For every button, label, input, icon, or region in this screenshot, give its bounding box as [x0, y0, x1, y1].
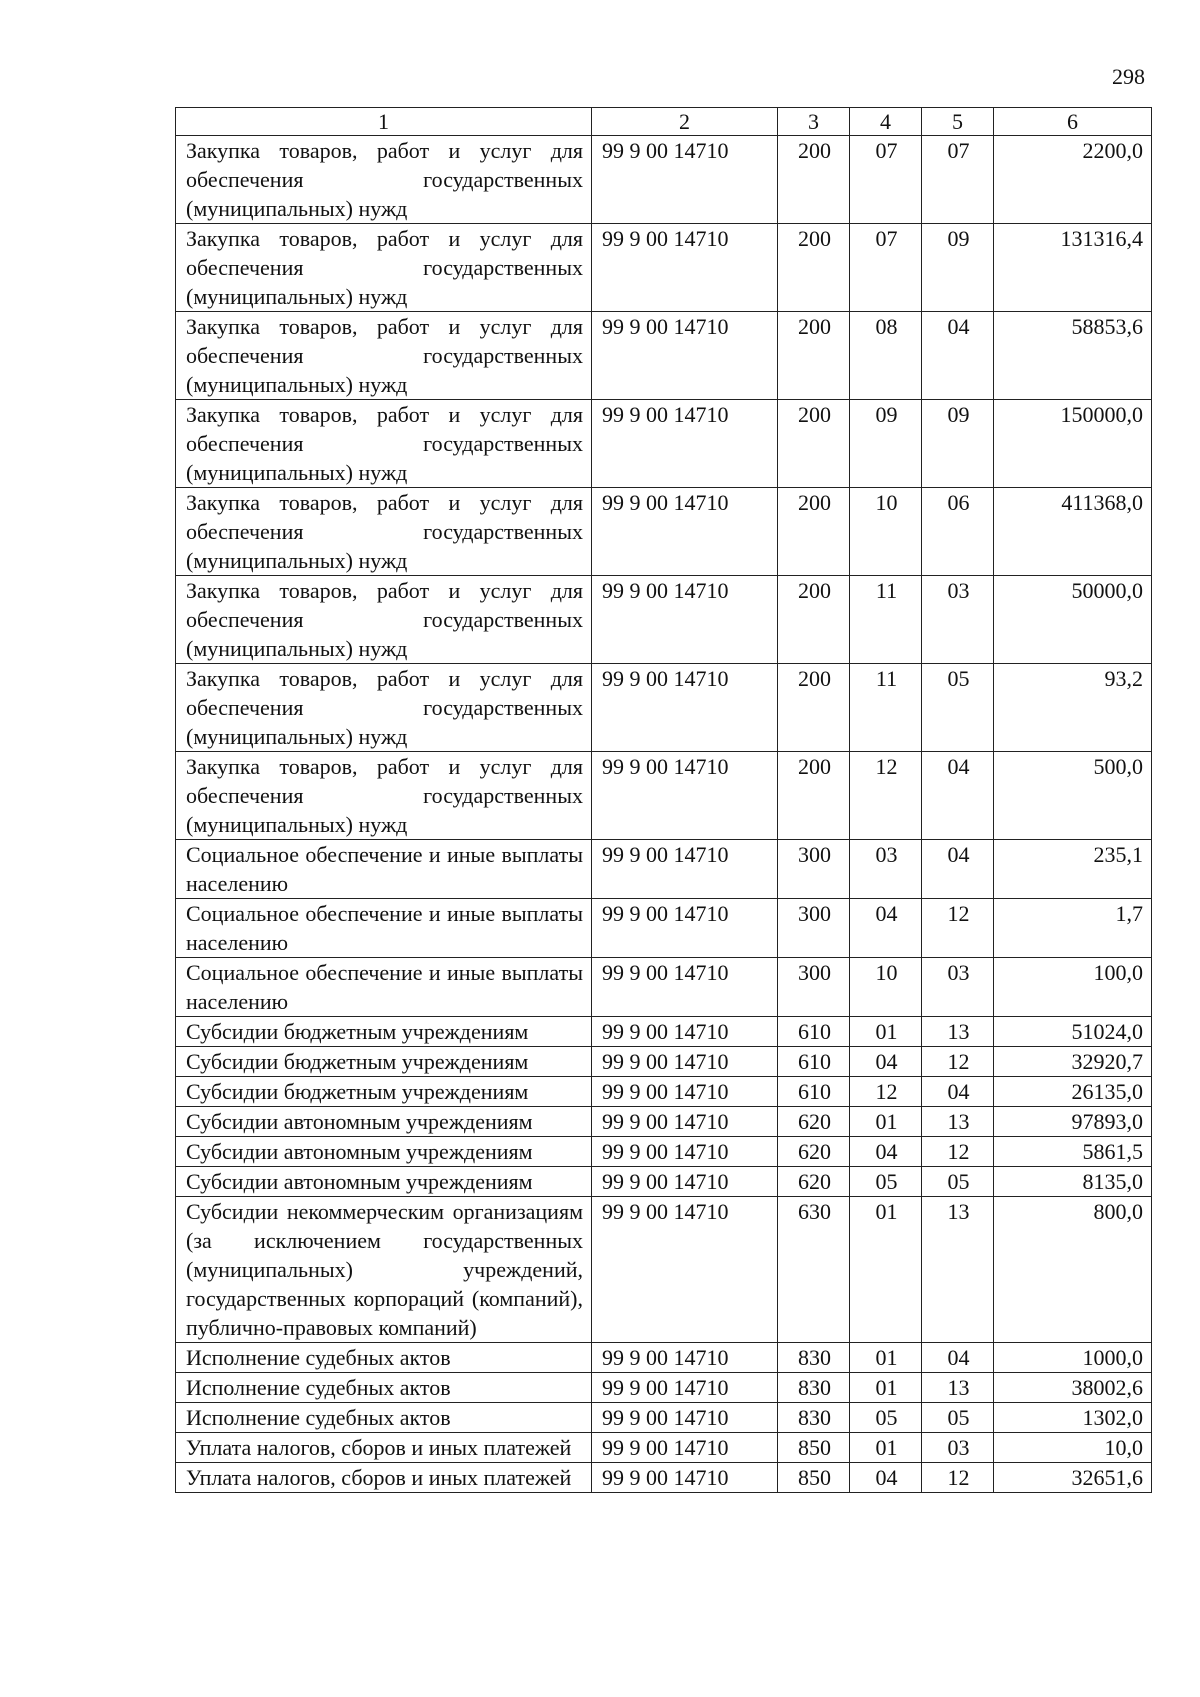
row-subsection-cell: 13	[922, 1373, 994, 1403]
row-code-cell: 99 9 00 14710	[592, 752, 778, 840]
row-name-cell: Уплата налогов, сборов и иных платежей	[176, 1433, 592, 1463]
row-expense-type-cell: 200	[778, 576, 850, 664]
row-expense-type-cell: 830	[778, 1373, 850, 1403]
row-name-cell: Закупка товаров, работ и услуг для обеспечения государственных (муниципальных) нужд	[176, 136, 592, 224]
row-amount-cell: 8135,0	[994, 1167, 1152, 1197]
row-amount-cell: 97893,0	[994, 1107, 1152, 1137]
column-header: 4	[850, 108, 922, 136]
row-section-cell: 04	[850, 1047, 922, 1077]
table-row	[176, 840, 1152, 899]
row-code-cell: 99 9 00 14710	[592, 136, 778, 224]
row-expense-type-cell: 300	[778, 958, 850, 1017]
row-name-cell: Субсидии бюджетным учреждениям	[176, 1047, 592, 1077]
row-subsection-cell: 04	[922, 752, 994, 840]
row-name-cell: Субсидии бюджетным учреждениям	[176, 1077, 592, 1107]
table-row	[176, 1403, 1152, 1433]
header-row	[176, 108, 1152, 136]
row-section-cell: 04	[850, 1137, 922, 1167]
row-amount-cell: 100,0	[994, 958, 1152, 1017]
row-name-cell: Закупка товаров, работ и услуг для обеспечения государственных (муниципальных) нужд	[176, 576, 592, 664]
row-section-cell: 12	[850, 1077, 922, 1107]
row-amount-cell: 800,0	[994, 1197, 1152, 1343]
row-code-cell: 99 9 00 14710	[592, 899, 778, 958]
row-expense-type-cell: 200	[778, 488, 850, 576]
row-expense-type-cell: 620	[778, 1107, 850, 1137]
row-expense-type-cell: 200	[778, 752, 850, 840]
row-subsection-cell: 07	[922, 136, 994, 224]
row-amount-cell: 10,0	[994, 1433, 1152, 1463]
row-section-cell: 03	[850, 840, 922, 899]
row-expense-type-cell: 610	[778, 1017, 850, 1047]
row-code-cell: 99 9 00 14710	[592, 312, 778, 400]
row-code-cell: 99 9 00 14710	[592, 1017, 778, 1047]
row-expense-type-cell: 610	[778, 1077, 850, 1107]
row-section-cell: 01	[850, 1017, 922, 1047]
table-row	[176, 1107, 1152, 1137]
row-amount-cell: 32920,7	[994, 1047, 1152, 1077]
page-number: 298	[1112, 64, 1145, 89]
row-code-cell: 99 9 00 14710	[592, 488, 778, 576]
row-subsection-cell: 05	[922, 664, 994, 752]
row-expense-type-cell: 200	[778, 400, 850, 488]
table-row	[176, 1373, 1152, 1403]
row-subsection-cell: 03	[922, 958, 994, 1017]
row-name-cell: Закупка товаров, работ и услуг для обеспечения государственных (муниципальных) нужд	[176, 400, 592, 488]
row-amount-cell: 1302,0	[994, 1403, 1152, 1433]
row-name-cell: Исполнение судебных актов	[176, 1403, 592, 1433]
row-section-cell: 10	[850, 488, 922, 576]
row-section-cell: 01	[850, 1433, 922, 1463]
table-row	[176, 1137, 1152, 1167]
row-name-cell: Субсидии автономным учреждениям	[176, 1167, 592, 1197]
row-section-cell: 01	[850, 1107, 922, 1137]
row-amount-cell: 50000,0	[994, 576, 1152, 664]
row-section-cell: 04	[850, 1463, 922, 1493]
row-section-cell: 12	[850, 752, 922, 840]
row-section-cell: 01	[850, 1197, 922, 1343]
row-expense-type-cell: 850	[778, 1433, 850, 1463]
row-code-cell: 99 9 00 14710	[592, 400, 778, 488]
row-subsection-cell: 12	[922, 1137, 994, 1167]
row-expense-type-cell: 300	[778, 840, 850, 899]
row-amount-cell: 235,1	[994, 840, 1152, 899]
row-subsection-cell: 05	[922, 1403, 994, 1433]
row-name-cell: Субсидии некоммерческим организациям (за исключением государственных (муниципальных) учреждений, государственных корпораций (компаний), публично-правовых компаний)	[176, 1197, 592, 1343]
row-amount-cell: 2200,0	[994, 136, 1152, 224]
row-name-cell: Закупка товаров, работ и услуг для обеспечения государственных (муниципальных) нужд	[176, 752, 592, 840]
row-subsection-cell: 06	[922, 488, 994, 576]
row-section-cell: 07	[850, 136, 922, 224]
table-row	[176, 664, 1152, 752]
row-amount-cell: 93,2	[994, 664, 1152, 752]
row-section-cell: 09	[850, 400, 922, 488]
row-expense-type-cell: 610	[778, 1047, 850, 1077]
table-row	[176, 312, 1152, 400]
row-code-cell: 99 9 00 14710	[592, 1167, 778, 1197]
table-row	[176, 1077, 1152, 1107]
row-subsection-cell: 05	[922, 1167, 994, 1197]
row-name-cell: Социальное обеспечение и иные выплаты населению	[176, 958, 592, 1017]
row-code-cell: 99 9 00 14710	[592, 224, 778, 312]
row-subsection-cell: 13	[922, 1107, 994, 1137]
row-section-cell: 11	[850, 576, 922, 664]
row-expense-type-cell: 620	[778, 1167, 850, 1197]
row-amount-cell: 58853,6	[994, 312, 1152, 400]
row-subsection-cell: 09	[922, 224, 994, 312]
column-header: 5	[922, 108, 994, 136]
table-row	[176, 576, 1152, 664]
row-expense-type-cell: 620	[778, 1137, 850, 1167]
table-row	[176, 400, 1152, 488]
row-subsection-cell: 03	[922, 576, 994, 664]
column-header: 6	[994, 108, 1152, 136]
column-header: 3	[778, 108, 850, 136]
row-code-cell: 99 9 00 14710	[592, 1077, 778, 1107]
row-amount-cell: 38002,6	[994, 1373, 1152, 1403]
row-amount-cell: 26135,0	[994, 1077, 1152, 1107]
table-row	[176, 1343, 1152, 1373]
row-code-cell: 99 9 00 14710	[592, 576, 778, 664]
table-row	[176, 136, 1152, 224]
row-subsection-cell: 04	[922, 840, 994, 899]
row-section-cell: 11	[850, 664, 922, 752]
row-expense-type-cell: 200	[778, 224, 850, 312]
row-name-cell: Субсидии бюджетным учреждениям	[176, 1017, 592, 1047]
row-amount-cell: 51024,0	[994, 1017, 1152, 1047]
table-row	[176, 958, 1152, 1017]
table-row	[176, 1047, 1152, 1077]
table-row	[176, 224, 1152, 312]
row-code-cell: 99 9 00 14710	[592, 840, 778, 899]
row-expense-type-cell: 630	[778, 1197, 850, 1343]
row-code-cell: 99 9 00 14710	[592, 1373, 778, 1403]
row-subsection-cell: 04	[922, 312, 994, 400]
row-code-cell: 99 9 00 14710	[592, 1463, 778, 1493]
table-row	[176, 752, 1152, 840]
table-row	[176, 1463, 1152, 1493]
table-row	[176, 488, 1152, 576]
row-subsection-cell: 13	[922, 1017, 994, 1047]
row-subsection-cell: 12	[922, 1047, 994, 1077]
row-subsection-cell: 03	[922, 1433, 994, 1463]
row-expense-type-cell: 830	[778, 1343, 850, 1373]
row-name-cell: Исполнение судебных актов	[176, 1343, 592, 1373]
row-code-cell: 99 9 00 14710	[592, 1343, 778, 1373]
row-name-cell: Закупка товаров, работ и услуг для обеспечения государственных (муниципальных) нужд	[176, 312, 592, 400]
row-code-cell: 99 9 00 14710	[592, 1197, 778, 1343]
table-row	[176, 1433, 1152, 1463]
row-amount-cell: 500,0	[994, 752, 1152, 840]
row-name-cell: Закупка товаров, работ и услуг для обеспечения государственных (муниципальных) нужд	[176, 224, 592, 312]
row-expense-type-cell: 830	[778, 1403, 850, 1433]
row-section-cell: 05	[850, 1403, 922, 1433]
row-amount-cell: 1,7	[994, 899, 1152, 958]
row-section-cell: 04	[850, 899, 922, 958]
row-amount-cell: 5861,5	[994, 1137, 1152, 1167]
row-section-cell: 08	[850, 312, 922, 400]
row-amount-cell: 150000,0	[994, 400, 1152, 488]
row-section-cell: 01	[850, 1343, 922, 1373]
row-subsection-cell: 12	[922, 899, 994, 958]
row-code-cell: 99 9 00 14710	[592, 1137, 778, 1167]
row-amount-cell: 1000,0	[994, 1343, 1152, 1373]
row-expense-type-cell: 200	[778, 136, 850, 224]
row-subsection-cell: 12	[922, 1463, 994, 1493]
row-section-cell: 05	[850, 1167, 922, 1197]
row-amount-cell: 32651,6	[994, 1463, 1152, 1493]
row-name-cell: Социальное обеспечение и иные выплаты населению	[176, 899, 592, 958]
row-code-cell: 99 9 00 14710	[592, 664, 778, 752]
row-section-cell: 10	[850, 958, 922, 1017]
row-name-cell: Социальное обеспечение и иные выплаты населению	[176, 840, 592, 899]
row-code-cell: 99 9 00 14710	[592, 1047, 778, 1077]
row-section-cell: 01	[850, 1373, 922, 1403]
row-subsection-cell: 13	[922, 1197, 994, 1343]
column-header: 2	[592, 108, 778, 136]
row-name-cell: Закупка товаров, работ и услуг для обеспечения государственных (муниципальных) нужд	[176, 488, 592, 576]
row-code-cell: 99 9 00 14710	[592, 1107, 778, 1137]
row-name-cell: Уплата налогов, сборов и иных платежей	[176, 1463, 592, 1493]
row-code-cell: 99 9 00 14710	[592, 1403, 778, 1433]
row-subsection-cell: 04	[922, 1343, 994, 1373]
row-expense-type-cell: 200	[778, 312, 850, 400]
row-amount-cell: 411368,0	[994, 488, 1152, 576]
row-subsection-cell: 09	[922, 400, 994, 488]
row-name-cell: Исполнение судебных актов	[176, 1373, 592, 1403]
row-section-cell: 07	[850, 224, 922, 312]
row-code-cell: 99 9 00 14710	[592, 958, 778, 1017]
row-subsection-cell: 04	[922, 1077, 994, 1107]
column-header: 1	[176, 108, 592, 136]
row-name-cell: Закупка товаров, работ и услуг для обеспечения государственных (муниципальных) нужд	[176, 664, 592, 752]
table-row	[176, 899, 1152, 958]
budget-table	[175, 107, 1152, 1493]
row-expense-type-cell: 200	[778, 664, 850, 752]
table-row	[176, 1167, 1152, 1197]
row-expense-type-cell: 850	[778, 1463, 850, 1493]
row-expense-type-cell: 300	[778, 899, 850, 958]
row-amount-cell: 131316,4	[994, 224, 1152, 312]
table-row	[176, 1017, 1152, 1047]
table-row	[176, 1197, 1152, 1343]
row-code-cell: 99 9 00 14710	[592, 1433, 778, 1463]
row-name-cell: Субсидии автономным учреждениям	[176, 1107, 592, 1137]
row-name-cell: Субсидии автономным учреждениям	[176, 1137, 592, 1167]
